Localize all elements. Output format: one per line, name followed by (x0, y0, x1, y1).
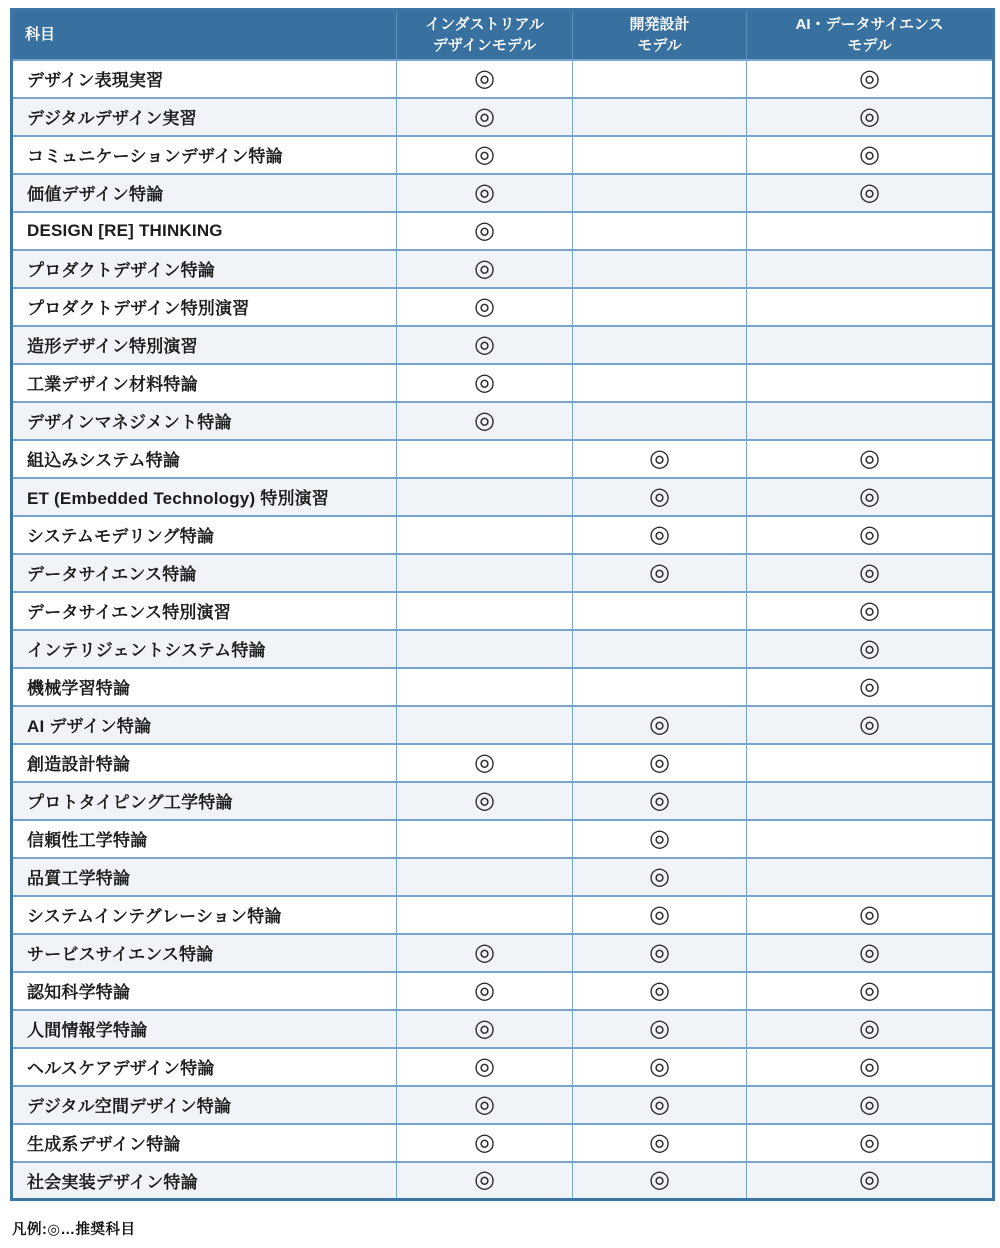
recommended-mark-icon: ◎ (747, 478, 994, 516)
subject-cell: 信頼性工学特論 (12, 820, 397, 858)
table-row (12, 98, 994, 136)
subject-cell: データサイエンス特別演習 (12, 592, 397, 630)
subject-cell: ヘルスケアデザイン特論 (12, 1048, 397, 1086)
table-row (12, 554, 994, 592)
subject-cell: DESIGN [RE] THINKING (12, 212, 397, 250)
table-row (12, 972, 994, 1010)
table-row (12, 858, 994, 896)
empty-mark-cell (747, 858, 994, 896)
recommended-mark-icon: ◎ (747, 592, 994, 630)
subject-cell: 人間情報学特論 (12, 1010, 397, 1048)
empty-mark-cell (573, 326, 747, 364)
table-row (12, 1124, 994, 1162)
empty-mark-cell (573, 136, 747, 174)
recommended-mark-icon: ◎ (747, 60, 994, 98)
empty-mark-cell (573, 288, 747, 326)
recommended-mark-icon: ◎ (747, 668, 994, 706)
table-row (12, 896, 994, 934)
recommended-mark-icon: ◎ (397, 174, 573, 212)
empty-mark-cell (573, 402, 747, 440)
subject-cell: デジタルデザイン実習 (12, 98, 397, 136)
table-row (12, 364, 994, 402)
empty-mark-cell (573, 60, 747, 98)
subject-cell: ET (Embedded Technology) 特別演習 (12, 478, 397, 516)
table-row (12, 478, 994, 516)
table-row (12, 174, 994, 212)
recommended-mark-icon: ◎ (397, 1124, 573, 1162)
table-row (12, 326, 994, 364)
recommended-mark-icon: ◎ (397, 288, 573, 326)
recommended-mark-icon: ◎ (747, 630, 994, 668)
recommended-mark-icon: ◎ (573, 972, 747, 1010)
empty-mark-cell (397, 516, 573, 554)
subject-cell: AI デザイン特論 (12, 706, 397, 744)
recommended-mark-icon: ◎ (747, 972, 994, 1010)
recommended-mark-icon: ◎ (573, 858, 747, 896)
recommended-mark-icon: ◎ (397, 1010, 573, 1048)
recommended-mark-icon: ◎ (573, 478, 747, 516)
subject-cell: 認知科学特論 (12, 972, 397, 1010)
recommended-mark-icon: ◎ (397, 402, 573, 440)
column-header-development-design-model: 開発設計 モデル (573, 10, 747, 60)
table-row (12, 630, 994, 668)
subject-cell: 価値デザイン特論 (12, 174, 397, 212)
table-row (12, 820, 994, 858)
recommended-mark-icon: ◎ (397, 98, 573, 136)
empty-mark-cell (573, 250, 747, 288)
recommended-mark-icon: ◎ (573, 554, 747, 592)
empty-mark-cell (747, 820, 994, 858)
subject-cell: 創造設計特論 (12, 744, 397, 782)
recommended-mark-icon: ◎ (397, 744, 573, 782)
recommended-mark-icon: ◎ (747, 136, 994, 174)
recommended-mark-icon: ◎ (397, 1162, 573, 1200)
empty-mark-cell (573, 98, 747, 136)
recommended-mark-icon: ◎ (573, 820, 747, 858)
column-header-ai-data-science-model: AI・データサイエンス モデル (747, 10, 994, 60)
subject-cell: データサイエンス特論 (12, 554, 397, 592)
recommended-mark-icon: ◎ (573, 1124, 747, 1162)
table-row (12, 592, 994, 630)
empty-mark-cell (747, 326, 994, 364)
table-row (12, 782, 994, 820)
empty-mark-cell (747, 288, 994, 326)
recommended-mark-icon: ◎ (573, 1086, 747, 1124)
subject-cell: デジタル空間デザイン特論 (12, 1086, 397, 1124)
recommended-mark-icon: ◎ (747, 554, 994, 592)
recommended-mark-icon: ◎ (397, 1086, 573, 1124)
column-header-industrial-design-model: インダストリアル デザインモデル (397, 10, 573, 60)
table-row (12, 1086, 994, 1124)
table-row (12, 934, 994, 972)
subject-cell: プロダクトデザイン特別演習 (12, 288, 397, 326)
empty-mark-cell (397, 706, 573, 744)
table-row (12, 744, 994, 782)
recommended-mark-icon: ◎ (573, 1162, 747, 1200)
recommended-mark-icon: ◎ (573, 1010, 747, 1048)
subject-cell: 工業デザイン材料特論 (12, 364, 397, 402)
recommended-mark-icon: ◎ (747, 896, 994, 934)
empty-mark-cell (397, 554, 573, 592)
empty-mark-cell (397, 440, 573, 478)
curriculum-table (10, 8, 995, 1201)
recommended-mark-icon: ◎ (747, 1086, 994, 1124)
recommended-mark-icon: ◎ (747, 174, 994, 212)
legend-text: 凡例:◎…推奨科目 (12, 1222, 136, 1238)
empty-mark-cell (397, 592, 573, 630)
empty-mark-cell (747, 402, 994, 440)
recommended-mark-icon: ◎ (747, 1010, 994, 1048)
recommended-mark-icon: ◎ (747, 1124, 994, 1162)
table-row (12, 668, 994, 706)
subject-cell: プロダクトデザイン特論 (12, 250, 397, 288)
recommended-mark-icon: ◎ (747, 934, 994, 972)
empty-mark-cell (573, 364, 747, 402)
subject-cell: デザインマネジメント特論 (12, 402, 397, 440)
recommended-mark-icon: ◎ (397, 60, 573, 98)
empty-mark-cell (573, 668, 747, 706)
recommended-mark-icon: ◎ (397, 250, 573, 288)
empty-mark-cell (747, 212, 994, 250)
table-body (12, 60, 994, 1200)
table-row (12, 440, 994, 478)
empty-mark-cell (573, 174, 747, 212)
recommended-mark-icon: ◎ (747, 516, 994, 554)
table-row (12, 288, 994, 326)
empty-mark-cell (573, 212, 747, 250)
recommended-mark-icon: ◎ (573, 934, 747, 972)
subject-cell: 造形デザイン特別演習 (12, 326, 397, 364)
recommended-mark-icon: ◎ (747, 706, 994, 744)
subject-cell: インテリジェントシステム特論 (12, 630, 397, 668)
subject-cell: システムインテグレーション特論 (12, 896, 397, 934)
recommended-mark-icon: ◎ (397, 782, 573, 820)
column-header-subject: 科目 (12, 10, 397, 60)
recommended-mark-icon: ◎ (397, 1048, 573, 1086)
table-row (12, 212, 994, 250)
table-row (12, 1048, 994, 1086)
table-row (12, 402, 994, 440)
subject-cell: デザイン表現実習 (12, 60, 397, 98)
empty-mark-cell (747, 782, 994, 820)
table-row (12, 706, 994, 744)
table-row (12, 1162, 994, 1200)
empty-mark-cell (397, 668, 573, 706)
recommended-mark-icon: ◎ (397, 326, 573, 364)
subject-cell: 組込みシステム特論 (12, 440, 397, 478)
recommended-mark-icon: ◎ (573, 744, 747, 782)
empty-mark-cell (747, 744, 994, 782)
recommended-mark-icon: ◎ (573, 706, 747, 744)
empty-mark-cell (573, 592, 747, 630)
empty-mark-cell (397, 478, 573, 516)
subject-cell: サービスサイエンス特論 (12, 934, 397, 972)
empty-mark-cell (573, 630, 747, 668)
header-row (12, 10, 994, 60)
subject-cell: 社会実装デザイン特論 (12, 1162, 397, 1200)
table-row (12, 1010, 994, 1048)
empty-mark-cell (747, 364, 994, 402)
recommended-mark-icon: ◎ (747, 98, 994, 136)
recommended-mark-icon: ◎ (397, 212, 573, 250)
table-header (12, 10, 994, 60)
recommended-mark-icon: ◎ (747, 1048, 994, 1086)
recommended-mark-icon: ◎ (747, 440, 994, 478)
recommended-mark-icon: ◎ (573, 440, 747, 478)
empty-mark-cell (397, 896, 573, 934)
table-row (12, 250, 994, 288)
subject-cell: プロトタイピング工学特論 (12, 782, 397, 820)
empty-mark-cell (397, 858, 573, 896)
subject-cell: 生成系デザイン特論 (12, 1124, 397, 1162)
subject-cell: 機械学習特論 (12, 668, 397, 706)
recommended-mark-icon: ◎ (747, 1162, 994, 1200)
recommended-mark-icon: ◎ (573, 782, 747, 820)
recommended-mark-icon: ◎ (573, 896, 747, 934)
recommended-mark-icon: ◎ (397, 972, 573, 1010)
table-row (12, 516, 994, 554)
recommended-mark-icon: ◎ (573, 516, 747, 554)
recommended-mark-icon: ◎ (573, 1048, 747, 1086)
subject-cell: システムモデリング特論 (12, 516, 397, 554)
legend (12, 1218, 135, 1239)
empty-mark-cell (747, 250, 994, 288)
recommended-mark-icon: ◎ (397, 934, 573, 972)
table-row (12, 60, 994, 98)
recommended-mark-icon: ◎ (397, 136, 573, 174)
table-row (12, 136, 994, 174)
recommended-mark-icon: ◎ (397, 364, 573, 402)
subject-cell: コミュニケーションデザイン特論 (12, 136, 397, 174)
subject-cell: 品質工学特論 (12, 858, 397, 896)
empty-mark-cell (397, 820, 573, 858)
empty-mark-cell (397, 630, 573, 668)
